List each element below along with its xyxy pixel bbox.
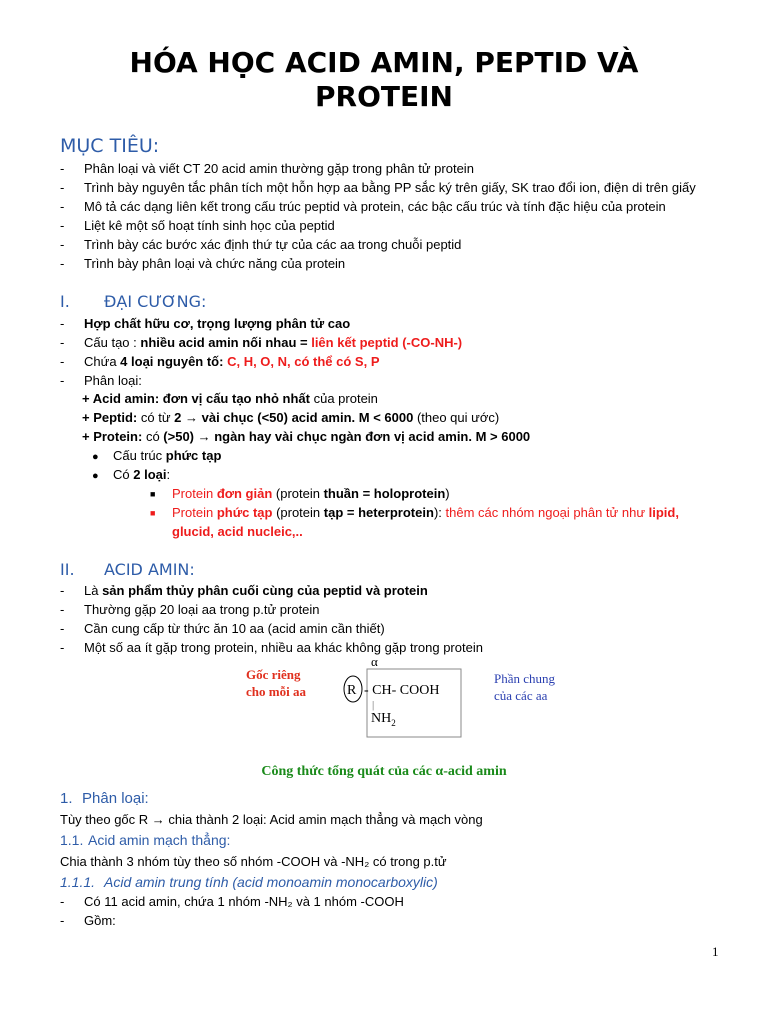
text: ): (433, 505, 446, 520)
subsection-1-1-1-heading (60, 873, 438, 891)
text: Một số aa ít gặp trong protein, nhiều aa khác không gặp trong protein (84, 640, 483, 655)
text: : (166, 467, 171, 482)
text: phức tạp (216, 505, 273, 520)
number: 1.1.1. (60, 874, 96, 890)
text: của protein (309, 391, 378, 406)
section-1-heading (60, 291, 206, 313)
text: đơn giản (216, 486, 273, 501)
text: + Acid amin: đơn vị cấu tạo nhỏ nhất (82, 391, 310, 406)
text: (>50) → ngàn hay vài chục ngàn đơn vị acid amin. M > 6000 (163, 429, 531, 444)
section-2-line: - Một số aa ít gặp trong protein, nhiều aa khác không gặp trong protein (60, 640, 483, 655)
text: glucid, acid nucleic,.. (172, 524, 303, 539)
objective-item: - Liệt kê một số hoạt tính sinh học của peptid (60, 218, 335, 233)
text: 2 (391, 718, 396, 728)
text: Cấu tạo : (84, 335, 141, 350)
amino-acid-formula-figure (0, 652, 768, 752)
title-line-2: PROTEIN (315, 80, 453, 113)
subsection-1-text: Tùy theo gốc R → chia thành 2 loại: Acid amin mạch thẳng và mạch vòng (60, 812, 483, 827)
objective-text: Liệt kê một số hoạt tính sinh học của peptid (84, 218, 335, 233)
text: Phân loại: (82, 790, 149, 807)
text: có (142, 429, 164, 444)
subsection-1-heading (60, 790, 149, 808)
text: Cấu trúc (113, 448, 166, 463)
protein-bullet: ● Có 2 loại: (92, 467, 171, 482)
text: thuần = holoprotein (323, 486, 446, 501)
figure-left-label: cho mỗi aa (246, 684, 306, 699)
text: sản phẩm thủy phân cuối cùng của peptid và protein (102, 583, 428, 598)
text: tạp = heterprotein (323, 505, 434, 520)
objective-item: - Mô tả các dạng liên kết trong cấu trúc peptid và protein, các bậc cấu trúc và tính đặc hiệu của protein (60, 199, 666, 214)
text: (theo qui ước) (413, 410, 500, 425)
objective-text: Trình bày các bước xác định thứ tự của các aa trong chuỗi peptid (84, 237, 462, 252)
text: phức tạp (165, 448, 222, 463)
figure-left-label: Gốc riêng (246, 667, 301, 682)
objective-text: Phân loại và viết CT 20 acid amin thường gặp trong phân tử protein (84, 161, 474, 176)
section-1-line: - Cấu tạo : nhiều acid amin nối nhau = liên kết peptid (-CO-NH-) (60, 335, 463, 350)
text: Có 11 acid amin, chứa 1 nhóm -NH₂ và 1 nhóm -COOH (84, 894, 404, 909)
objective-item: - Trình bày các bước xác định thứ tự của các aa trong chuỗi peptid (60, 237, 462, 252)
figure-right-label: Phần chung (494, 671, 556, 686)
text: (protein (272, 505, 324, 520)
classification-protein (82, 428, 530, 445)
objective-item: - Trình bày phân loại và chức năng của protein (60, 256, 346, 271)
text: ) (445, 486, 450, 501)
text: Protein (172, 505, 217, 520)
text: có từ (137, 410, 175, 425)
section-1-line: - Phân loại: (60, 373, 142, 388)
text: Acid amin mạch thẳng: (88, 832, 231, 848)
section-1-title: ĐẠI CƯƠNG: (104, 292, 207, 311)
subsection-1-1-heading (60, 831, 230, 849)
protein-bullet: ● Cấu trúc phức tạp (92, 448, 222, 463)
protein-type-complex: ■ Protein phức tạp (protein tạp = heterprotein): thêm các nhóm ngoại phân tử như lipid, (150, 505, 679, 520)
text: Gồm: (84, 913, 116, 928)
text: liên kết peptid (-CO-NH-) (311, 335, 463, 350)
r-group-label: R (347, 683, 357, 698)
objective-text: Trình bày nguyên tắc phân tích một hỗn hợp aa bằng PP sắc ký trên giấy, SK trao đổi ion, điện di trên giấy (84, 180, 696, 195)
subsection-1-1-1-line: - Có 11 acid amin, chứa 1 nhóm -NH₂ và 1 nhóm -COOH (60, 894, 404, 909)
bond-line: | (372, 699, 375, 711)
protein-type-complex-cont (172, 523, 303, 540)
text: Chứa (84, 354, 121, 369)
text: Hợp chất hữu cơ, trọng lượng phân tử cao (84, 316, 351, 331)
common-part-box (367, 669, 461, 737)
section-2-line: - Là sản phẩm thủy phân cuối cùng của peptid và protein (60, 583, 428, 598)
section-1-line: - Chứa 4 loại nguyên tố: C, H, O, N, có thể có S, P (60, 354, 380, 369)
text: Acid amin trung tính (acid monoamin monocarboxylic) (104, 874, 438, 890)
section-2-heading (60, 559, 195, 581)
figure-caption: Công thức tổng quát của các α-acid amin (261, 764, 507, 779)
number: 1.1. (60, 832, 84, 848)
text: lipid, (648, 505, 679, 520)
figure-right-label: của các aa (494, 688, 548, 703)
text: thêm các nhóm ngoại phân tử như (445, 505, 649, 520)
amino-group (371, 711, 396, 728)
text: C, H, O, N, có thể có S, P (227, 354, 380, 369)
subsection-1-1-text: Chia thành 3 nhóm tùy theo số nhóm -COOH và -NH₂ có trong p.tử (60, 854, 447, 869)
section-2-line: - Thường gặp 20 loại aa trong p.tử protein (60, 602, 320, 617)
objective-item: - Trình bày nguyên tắc phân tích một hỗn hợp aa bằng PP sắc ký trên giấy, SK trao đổi ion, điện di trên giấy (60, 180, 696, 195)
alpha-symbol: α (371, 654, 378, 669)
section-2-line: - Cần cung cấp từ thức ăn 10 aa (acid amin cần thiết) (60, 621, 385, 636)
objective-text: Trình bày phân loại và chức năng của protein (84, 256, 346, 271)
text: NH (371, 711, 392, 726)
objective-item: - Phân loại và viết CT 20 acid amin thường gặp trong phân tử protein (60, 161, 474, 176)
title-line-1: HÓA HỌC ACID AMIN, PEPTID VÀ (129, 46, 639, 79)
text: Protein (172, 486, 217, 501)
text: + Protein: (82, 429, 143, 444)
classification-peptid (82, 409, 499, 426)
text: (protein (272, 486, 324, 501)
text: Là (84, 583, 103, 598)
text: Phân loại: (84, 373, 142, 388)
classification-acid-amin (82, 390, 378, 407)
page-title (40, 46, 728, 114)
objectives-heading: MỤC TIÊU: (60, 135, 160, 157)
chain-label: - CH- COOH (364, 683, 440, 698)
protein-type-simple: ■ Protein đơn giản (protein thuần = holoprotein) (150, 486, 450, 501)
text: 2 → vài chục (<50) acid amin. M < 6000 (174, 410, 414, 425)
text: + Peptid: (82, 410, 138, 425)
subsection-1-1-1-line: - Gồm: (60, 913, 116, 928)
section-2-title: ACID AMIN: (104, 560, 195, 579)
section-1-line: - Hợp chất hữu cơ, trọng lượng phân tử cao (60, 316, 351, 331)
number: 1. (60, 790, 73, 807)
text: nhiều acid amin nối nhau = (140, 335, 312, 350)
text: Cần cung cấp từ thức ăn 10 aa (acid amin cần thiết) (84, 621, 385, 636)
section-1-number: I. (60, 292, 70, 311)
text: 2 loại (133, 467, 167, 482)
section-2-number: II. (60, 560, 75, 579)
objective-text: Mô tả các dạng liên kết trong cấu trúc peptid và protein, các bậc cấu trúc và tính đặc hiệu của protein (84, 199, 666, 214)
page-number: 1 (712, 944, 719, 959)
text: Thường gặp 20 loại aa trong p.tử protein (84, 602, 320, 617)
text: 4 loại nguyên tố: (120, 354, 228, 369)
text: Có (113, 467, 134, 482)
